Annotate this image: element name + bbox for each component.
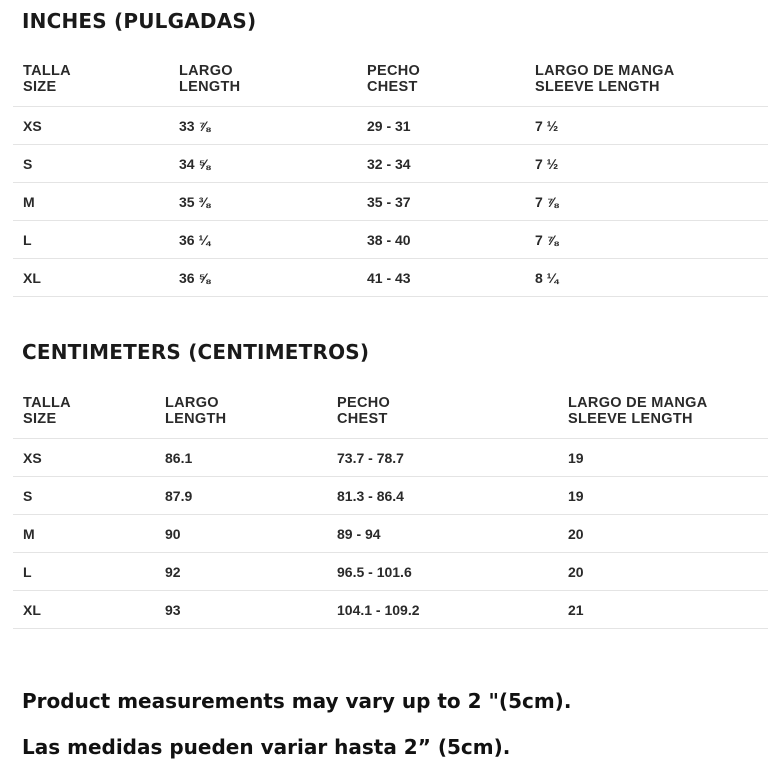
table-row	[13, 515, 768, 553]
sleeve-cell: 8 ¼	[535, 270, 559, 286]
length-cell: 36 ⅝	[179, 270, 211, 286]
length-cell: 92	[165, 564, 181, 580]
header-length	[165, 395, 226, 427]
length-cell: 86.1	[165, 450, 193, 466]
header-line-es: PECHO	[337, 395, 391, 411]
header-line-en: SIZE	[23, 411, 57, 427]
sleeve-cell: 7 ⅞	[535, 232, 559, 248]
header-line-en: SLEEVE LENGTH	[568, 411, 693, 427]
chest-cell: 73.7 - 78.7	[337, 450, 404, 466]
header-line-en: LENGTH	[165, 411, 227, 427]
length-cell: 35 ⅜	[179, 194, 211, 210]
measurement-note-english: Product measurements may vary up to 2 "(5cm).	[22, 689, 572, 713]
measurement-note-spanish: Las medidas pueden variar hasta 2” (5cm).	[22, 735, 511, 759]
sleeve-cell: 7 ⅞	[535, 194, 559, 210]
length-cell: 34 ⅝	[179, 156, 211, 172]
chest-cell: 81.3 - 86.4	[337, 488, 404, 504]
header-line-en: CHEST	[367, 79, 418, 95]
header-chest	[367, 63, 420, 95]
sleeve-cell: 7 ½	[535, 156, 559, 172]
chest-cell: 41 - 43	[367, 270, 411, 286]
sleeve-cell: 20	[568, 564, 584, 580]
size-cell: XL	[23, 270, 41, 286]
header-line-es: LARGO DE MANGA	[535, 63, 675, 79]
table-header-row	[13, 388, 768, 439]
length-cell: 36 ¼	[179, 232, 211, 248]
size-cell: XL	[23, 602, 41, 618]
header-size	[23, 395, 71, 427]
chest-cell: 104.1 - 109.2	[337, 602, 420, 618]
inches-size-table	[13, 56, 768, 297]
header-length	[179, 63, 240, 95]
header-sleeve-length	[568, 395, 708, 427]
length-cell: 90	[165, 526, 181, 542]
size-cell: L	[23, 564, 32, 580]
size-cell: XS	[23, 450, 42, 466]
header-line-en: SLEEVE LENGTH	[535, 79, 660, 95]
header-size	[23, 63, 71, 95]
header-line-es: LARGO DE MANGA	[568, 395, 708, 411]
header-line-es: PECHO	[367, 63, 421, 79]
centimeters-section-title: CENTIMETERS (CENTIMETROS)	[22, 340, 370, 364]
sleeve-cell: 19	[568, 450, 584, 466]
sleeve-cell: 19	[568, 488, 584, 504]
header-line-es: LARGO	[165, 395, 219, 411]
size-cell: S	[23, 156, 33, 172]
table-header-row	[13, 56, 768, 107]
header-sleeve-length	[535, 63, 675, 95]
header-line-en: CHEST	[337, 411, 388, 427]
sleeve-cell: 20	[568, 526, 584, 542]
chest-cell: 32 - 34	[367, 156, 411, 172]
length-cell: 33 ⅞	[179, 118, 211, 134]
size-cell: XS	[23, 118, 42, 134]
header-line-es: TALLA	[23, 63, 71, 79]
centimeters-size-table	[13, 388, 768, 629]
inches-section-title: INCHES (PULGADAS)	[22, 9, 257, 33]
table-row	[13, 259, 768, 297]
size-cell: M	[23, 194, 35, 210]
header-line-es: TALLA	[23, 395, 71, 411]
header-chest	[337, 395, 390, 427]
table-row	[13, 553, 768, 591]
chest-cell: 35 - 37	[367, 194, 411, 210]
length-cell: 87.9	[165, 488, 193, 504]
table-row	[13, 183, 768, 221]
size-cell: L	[23, 232, 32, 248]
table-row	[13, 439, 768, 477]
table-row	[13, 591, 768, 629]
chest-cell: 38 - 40	[367, 232, 411, 248]
table-row	[13, 107, 768, 145]
size-cell: M	[23, 526, 35, 542]
table-row	[13, 221, 768, 259]
header-line-en: LENGTH	[179, 79, 241, 95]
header-line-en: SIZE	[23, 79, 57, 95]
sleeve-cell: 21	[568, 602, 584, 618]
table-row	[13, 145, 768, 183]
chest-cell: 89 - 94	[337, 526, 381, 542]
table-row	[13, 477, 768, 515]
chest-cell: 96.5 - 101.6	[337, 564, 412, 580]
chest-cell: 29 - 31	[367, 118, 411, 134]
length-cell: 93	[165, 602, 181, 618]
sleeve-cell: 7 ½	[535, 118, 559, 134]
header-line-es: LARGO	[179, 63, 233, 79]
size-cell: S	[23, 488, 33, 504]
